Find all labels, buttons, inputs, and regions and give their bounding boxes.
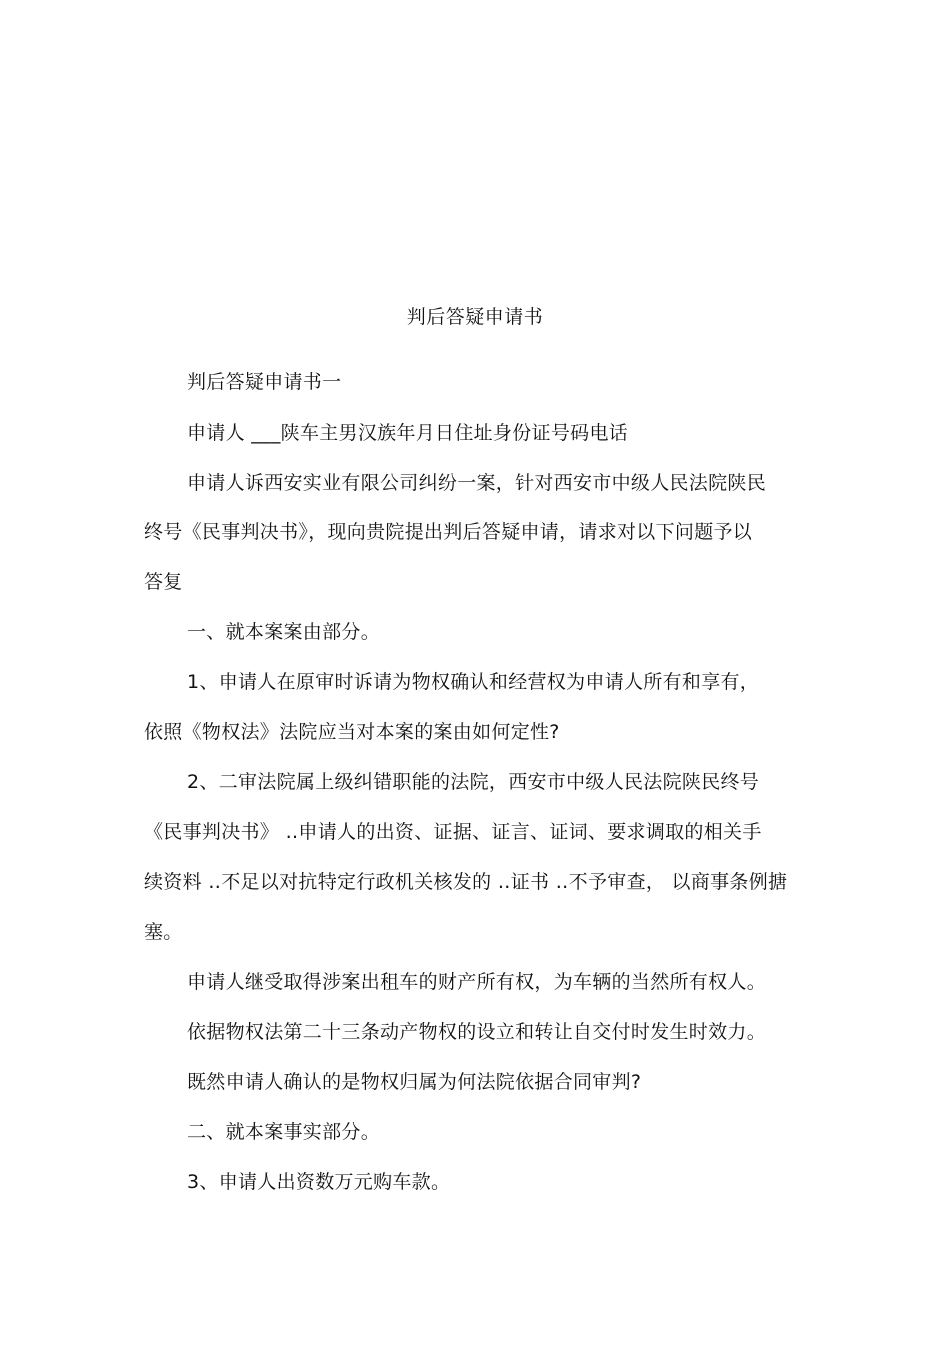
section-heading: 二、就本案事实部分。 — [187, 1121, 381, 1143]
paragraph-line: 终号《民事判决书》，现向贵院提出判后答疑申请，请求对以下问题予以 — [144, 521, 753, 543]
paragraph-line: 依照《物权法》法院应当对本案的案由如何定性? — [144, 721, 560, 743]
section-heading: 一、就本案案由部分。 — [187, 621, 381, 643]
paragraph-line: 答复 — [144, 571, 183, 593]
paragraph-line: 申请人继受取得涉案出租车的财产所有权，为车辆的当然所有权人。 — [187, 971, 767, 993]
paragraph-line: 《民事判决书》 ‥申请人的出资、证据、证言、证词、要求调取的相关手 — [144, 821, 762, 843]
paragraph-line: 续资料 ‥不足以对抗特定行政机关核发的 ‥证书 ‥不予审查， 以商事条例搪 — [144, 871, 788, 893]
paragraph-line: 1、申请人在原审时诉请为物权确认和经营权为申请人所有和享有， — [187, 671, 760, 693]
subtitle: 判后答疑申请书一 — [187, 371, 342, 393]
paragraph-line: 塞。 — [144, 921, 183, 943]
paragraph-line: 依据物权法第二十三条动产物权的设立和转让自交付时发生时效力。 — [187, 1021, 767, 1043]
page-title: 判后答疑申请书 — [406, 306, 544, 328]
paragraph-line: 2、二审法院属上级纠错职能的法院，西安市中级人民法院陕民终号 — [187, 771, 760, 793]
paragraph-line: 申请人诉西安实业有限公司纠纷一案，针对西安市中级人民法院陕民 — [187, 472, 767, 494]
applicant-line: 申请人 ___陕车主男汉族年月日住址身份证号码电话 — [187, 422, 629, 444]
paragraph-line: 既然申请人确认的是物权归属为何法院依据合同审判? — [187, 1071, 642, 1093]
paragraph-line: 3、申请人出资数万元购车款。 — [187, 1171, 451, 1193]
